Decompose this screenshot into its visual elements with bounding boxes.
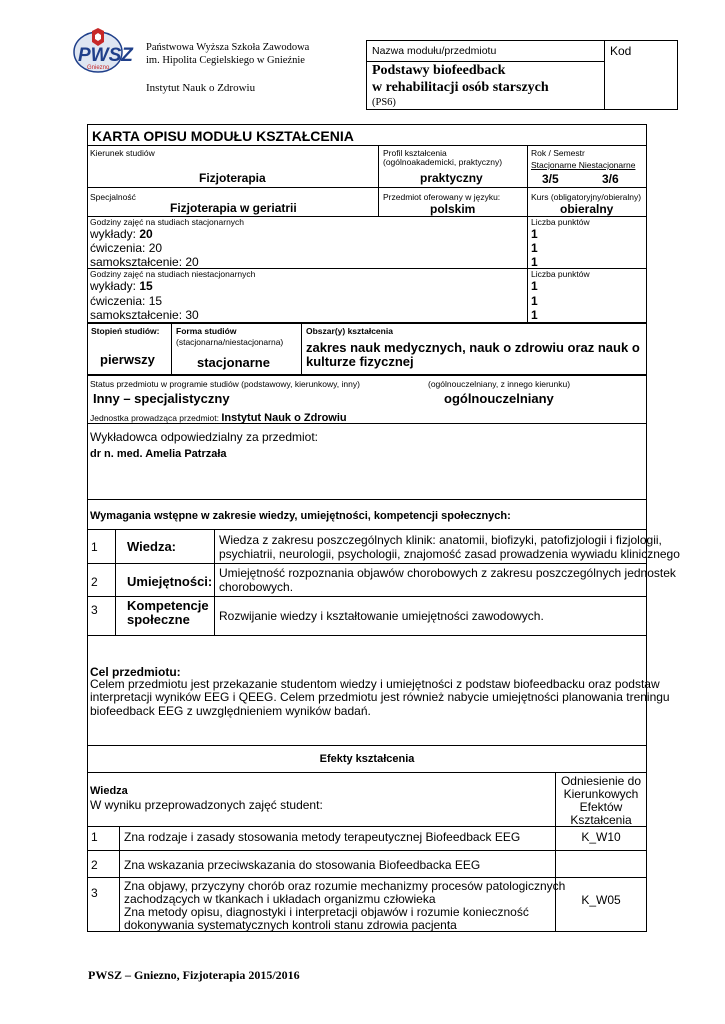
year-stationary: 3/5 bbox=[542, 172, 559, 186]
teaching-unit: Jednostka prowadząca przedmiot: Instytut Nauk o Zdrowiu bbox=[90, 412, 347, 424]
school-name-line1: Państwowa Wyższa Szkoła Zawodowa bbox=[146, 42, 310, 53]
area-value-line1: zakres nauk medycznych, nauk o zdrowiu oraz nauk o bbox=[306, 340, 640, 355]
requirement-3-name-line1: Kompetencje bbox=[127, 598, 209, 613]
language-label: Przedmiot oferowany w języku: bbox=[383, 192, 501, 202]
form-sublabel: (stacjonarna/niestacjonarna) bbox=[176, 337, 284, 347]
field-label: Kierunek studiów bbox=[90, 148, 155, 158]
hours-nonstationary-lectures: wykłady: 15 bbox=[90, 279, 153, 293]
goal-title: Cel przedmiotu: bbox=[90, 665, 181, 679]
page-footer: PWSZ – Gniezno, Fizjoterapia 2015/2016 bbox=[88, 968, 300, 982]
module-name-label: Nazwa modułu/przedmiotu bbox=[372, 45, 497, 57]
effect-3-text-line2: zachodzących w tkankach i układach organizmu człowieka bbox=[124, 892, 436, 906]
requirement-3-name-line2: społeczne bbox=[127, 612, 190, 627]
module-code: (PS6) bbox=[372, 97, 396, 108]
ref-header-line2: Kierunkowych bbox=[563, 787, 639, 801]
points-label-stationary: Liczba punktów bbox=[531, 217, 590, 227]
hours-stationary-label: Godziny zajęć na studiach stacjonarnych bbox=[90, 217, 245, 227]
status-label: Status przedmiotu w programie studiów (podstawowy, kierunkowy, inny) bbox=[90, 379, 360, 389]
hours-stationary-exercises: ćwiczenia: 20 bbox=[90, 241, 163, 255]
course-type-label: Kurs (obligatoryjny/obieralny) bbox=[531, 192, 642, 202]
effect-2-text: Zna wskazania przeciwskazania do stosowania Biofeedbacka EEG bbox=[124, 858, 481, 872]
requirement-1-name: Wiedza: bbox=[127, 539, 176, 554]
year-label: Rok / Semestr bbox=[531, 148, 585, 158]
profile-sublabel: (ogólnoakademicki, praktyczny) bbox=[383, 157, 503, 167]
code-label: Kod bbox=[610, 44, 632, 58]
requirement-1-num: 1 bbox=[91, 540, 98, 554]
institute-name: Instytut Nauk o Zdrowiu bbox=[146, 82, 256, 94]
knowledge-title: Wiedza bbox=[90, 785, 128, 797]
effect-3-num: 3 bbox=[91, 886, 98, 900]
lecturer-name: dr n. med. Amelia Patrzała bbox=[90, 448, 227, 460]
hours-nonstationary-label: Godziny zajęć na studiach niestacjonarnych bbox=[90, 269, 256, 279]
logo-text: PWSZ bbox=[78, 45, 133, 66]
effect-1-num: 1 bbox=[91, 830, 98, 844]
school-logo bbox=[72, 28, 133, 76]
profile-value: praktyczny bbox=[420, 171, 483, 185]
effect-3-text-line4: dokonywania systematycznych kontroli stanu zdrowia pacjenta bbox=[124, 918, 457, 932]
points-nonstationary-2: 1 bbox=[531, 294, 538, 308]
area-label: Obszar(y) kształcenia bbox=[306, 326, 393, 336]
requirement-3-num: 3 bbox=[91, 603, 98, 617]
effect-1-ref: K_W10 bbox=[581, 830, 621, 844]
requirement-2-text-line2: chorobowych. bbox=[219, 580, 294, 594]
requirement-1-text-line1: Wiedza z zakresu poszczególnych klinik: anatomii, biofizyki, patofizjologii i fizjologii, bbox=[219, 533, 662, 547]
language-value: polskim bbox=[430, 202, 476, 216]
status-label-secondary: (ogólnouczelniany, z innego kierunku) bbox=[428, 379, 571, 389]
year-nonstationary: 3/6 bbox=[602, 172, 619, 186]
effect-2-num: 2 bbox=[91, 858, 98, 872]
field-value: Fizjoterapia bbox=[199, 171, 266, 185]
area-value-line2: kulturze fizycznej bbox=[306, 354, 414, 369]
level-label: Stopień studiów: bbox=[91, 326, 160, 336]
requirement-2-name: Umiejętności: bbox=[127, 574, 213, 589]
course-type-value: obieralny bbox=[560, 202, 614, 216]
level-value: pierwszy bbox=[100, 352, 155, 367]
goal-line2: interpretacji wyników EEG i QEEG. Celem przedmiotu jest również nabycie umiejętności planowania treningu bbox=[90, 690, 670, 704]
knowledge-subtitle: W wyniku przeprowadzonych zajęć student: bbox=[90, 798, 323, 812]
requirement-2-text-line1: Umiejętność rozpoznania objawów chorobowych z zakresu poszczególnych jednostek bbox=[219, 566, 676, 580]
goal-line3: biofeedback EEG z uwzględnieniem wyników badań. bbox=[90, 704, 371, 718]
module-title-line2: w rehabilitacji osób starszych bbox=[372, 80, 549, 95]
requirement-1-text-line2: psychiatrii, neurologii, psychologii, znajomość zasad prowadzenia wywiadu klinicznego bbox=[219, 547, 680, 561]
logo-subtext: Gniezno bbox=[87, 65, 110, 71]
ref-header-line3: Efektów bbox=[579, 800, 623, 814]
effects-title: Efekty kształcenia bbox=[319, 753, 415, 765]
form-label: Forma studiów bbox=[176, 326, 237, 336]
hours-nonstationary-exercises: ćwiczenia: 15 bbox=[90, 294, 163, 308]
year-sublabel: Stacjonarne Niestacjonarne bbox=[531, 160, 636, 170]
points-nonstationary-1: 1 bbox=[531, 279, 538, 293]
effect-3-text-line3: Zna metody opisu, diagnostyki i interpretacji objawów i rozumie konieczność bbox=[124, 905, 529, 919]
points-stationary-2: 1 bbox=[531, 241, 538, 255]
specialty-label: Specjalność bbox=[90, 192, 136, 202]
ref-header-line1: Odniesienie do bbox=[560, 774, 642, 788]
points-stationary-1: 1 bbox=[531, 227, 538, 241]
school-name-line2: im. Hipolita Cegielskiego w Gnieźnie bbox=[146, 55, 305, 66]
profile-label: Profil kształcenia bbox=[383, 148, 447, 158]
effect-3-text-line1: Zna objawy, przyczyny chorób oraz rozumie mechanizmy procesów patologicznych bbox=[124, 879, 566, 893]
requirement-2-num: 2 bbox=[91, 575, 98, 589]
lecturer-label: Wykładowca odpowiedzialny za przedmiot: bbox=[90, 430, 318, 444]
form-value: stacjonarne bbox=[197, 355, 270, 370]
goal-line1: Celem przedmiotu jest przekazanie studentom wiedzy i umiejętności z podstaw biofeedbacku oraz podstaw bbox=[90, 677, 660, 691]
ref-header-line4: Kształcenia bbox=[570, 813, 632, 827]
hours-stationary-selfstudy: samokształcenie: 20 bbox=[90, 255, 199, 269]
specialty-value: Fizjoterapia w geriatrii bbox=[170, 201, 297, 215]
points-nonstationary-3: 1 bbox=[531, 308, 538, 322]
hours-nonstationary-selfstudy: samokształcenie: 30 bbox=[90, 308, 199, 322]
requirement-3-text-line1: Rozwijanie wiedzy i kształtowanie umiejętności zawodowych. bbox=[219, 609, 544, 623]
effect-3-ref: K_W05 bbox=[581, 893, 621, 907]
status-value-secondary: ogólnouczelniany bbox=[444, 391, 554, 406]
status-value: Inny – specjalistyczny bbox=[93, 391, 230, 406]
card-title: KARTA OPISU MODUŁU KSZTAŁCENIA bbox=[92, 128, 354, 144]
points-label-nonstationary: Liczba punktów bbox=[531, 269, 590, 279]
effect-1-text: Zna rodzaje i zasady stosowania metody terapeutycznej Biofeedback EEG bbox=[124, 830, 521, 844]
points-stationary-3: 1 bbox=[531, 255, 538, 269]
requirements-title: Wymagania wstępne w zakresie wiedzy, umiejętności, kompetencji społecznych: bbox=[90, 510, 511, 522]
hours-stationary-lectures: wykłady: 20 bbox=[90, 227, 153, 241]
module-title-line1: Podstawy biofeedback bbox=[372, 63, 506, 78]
